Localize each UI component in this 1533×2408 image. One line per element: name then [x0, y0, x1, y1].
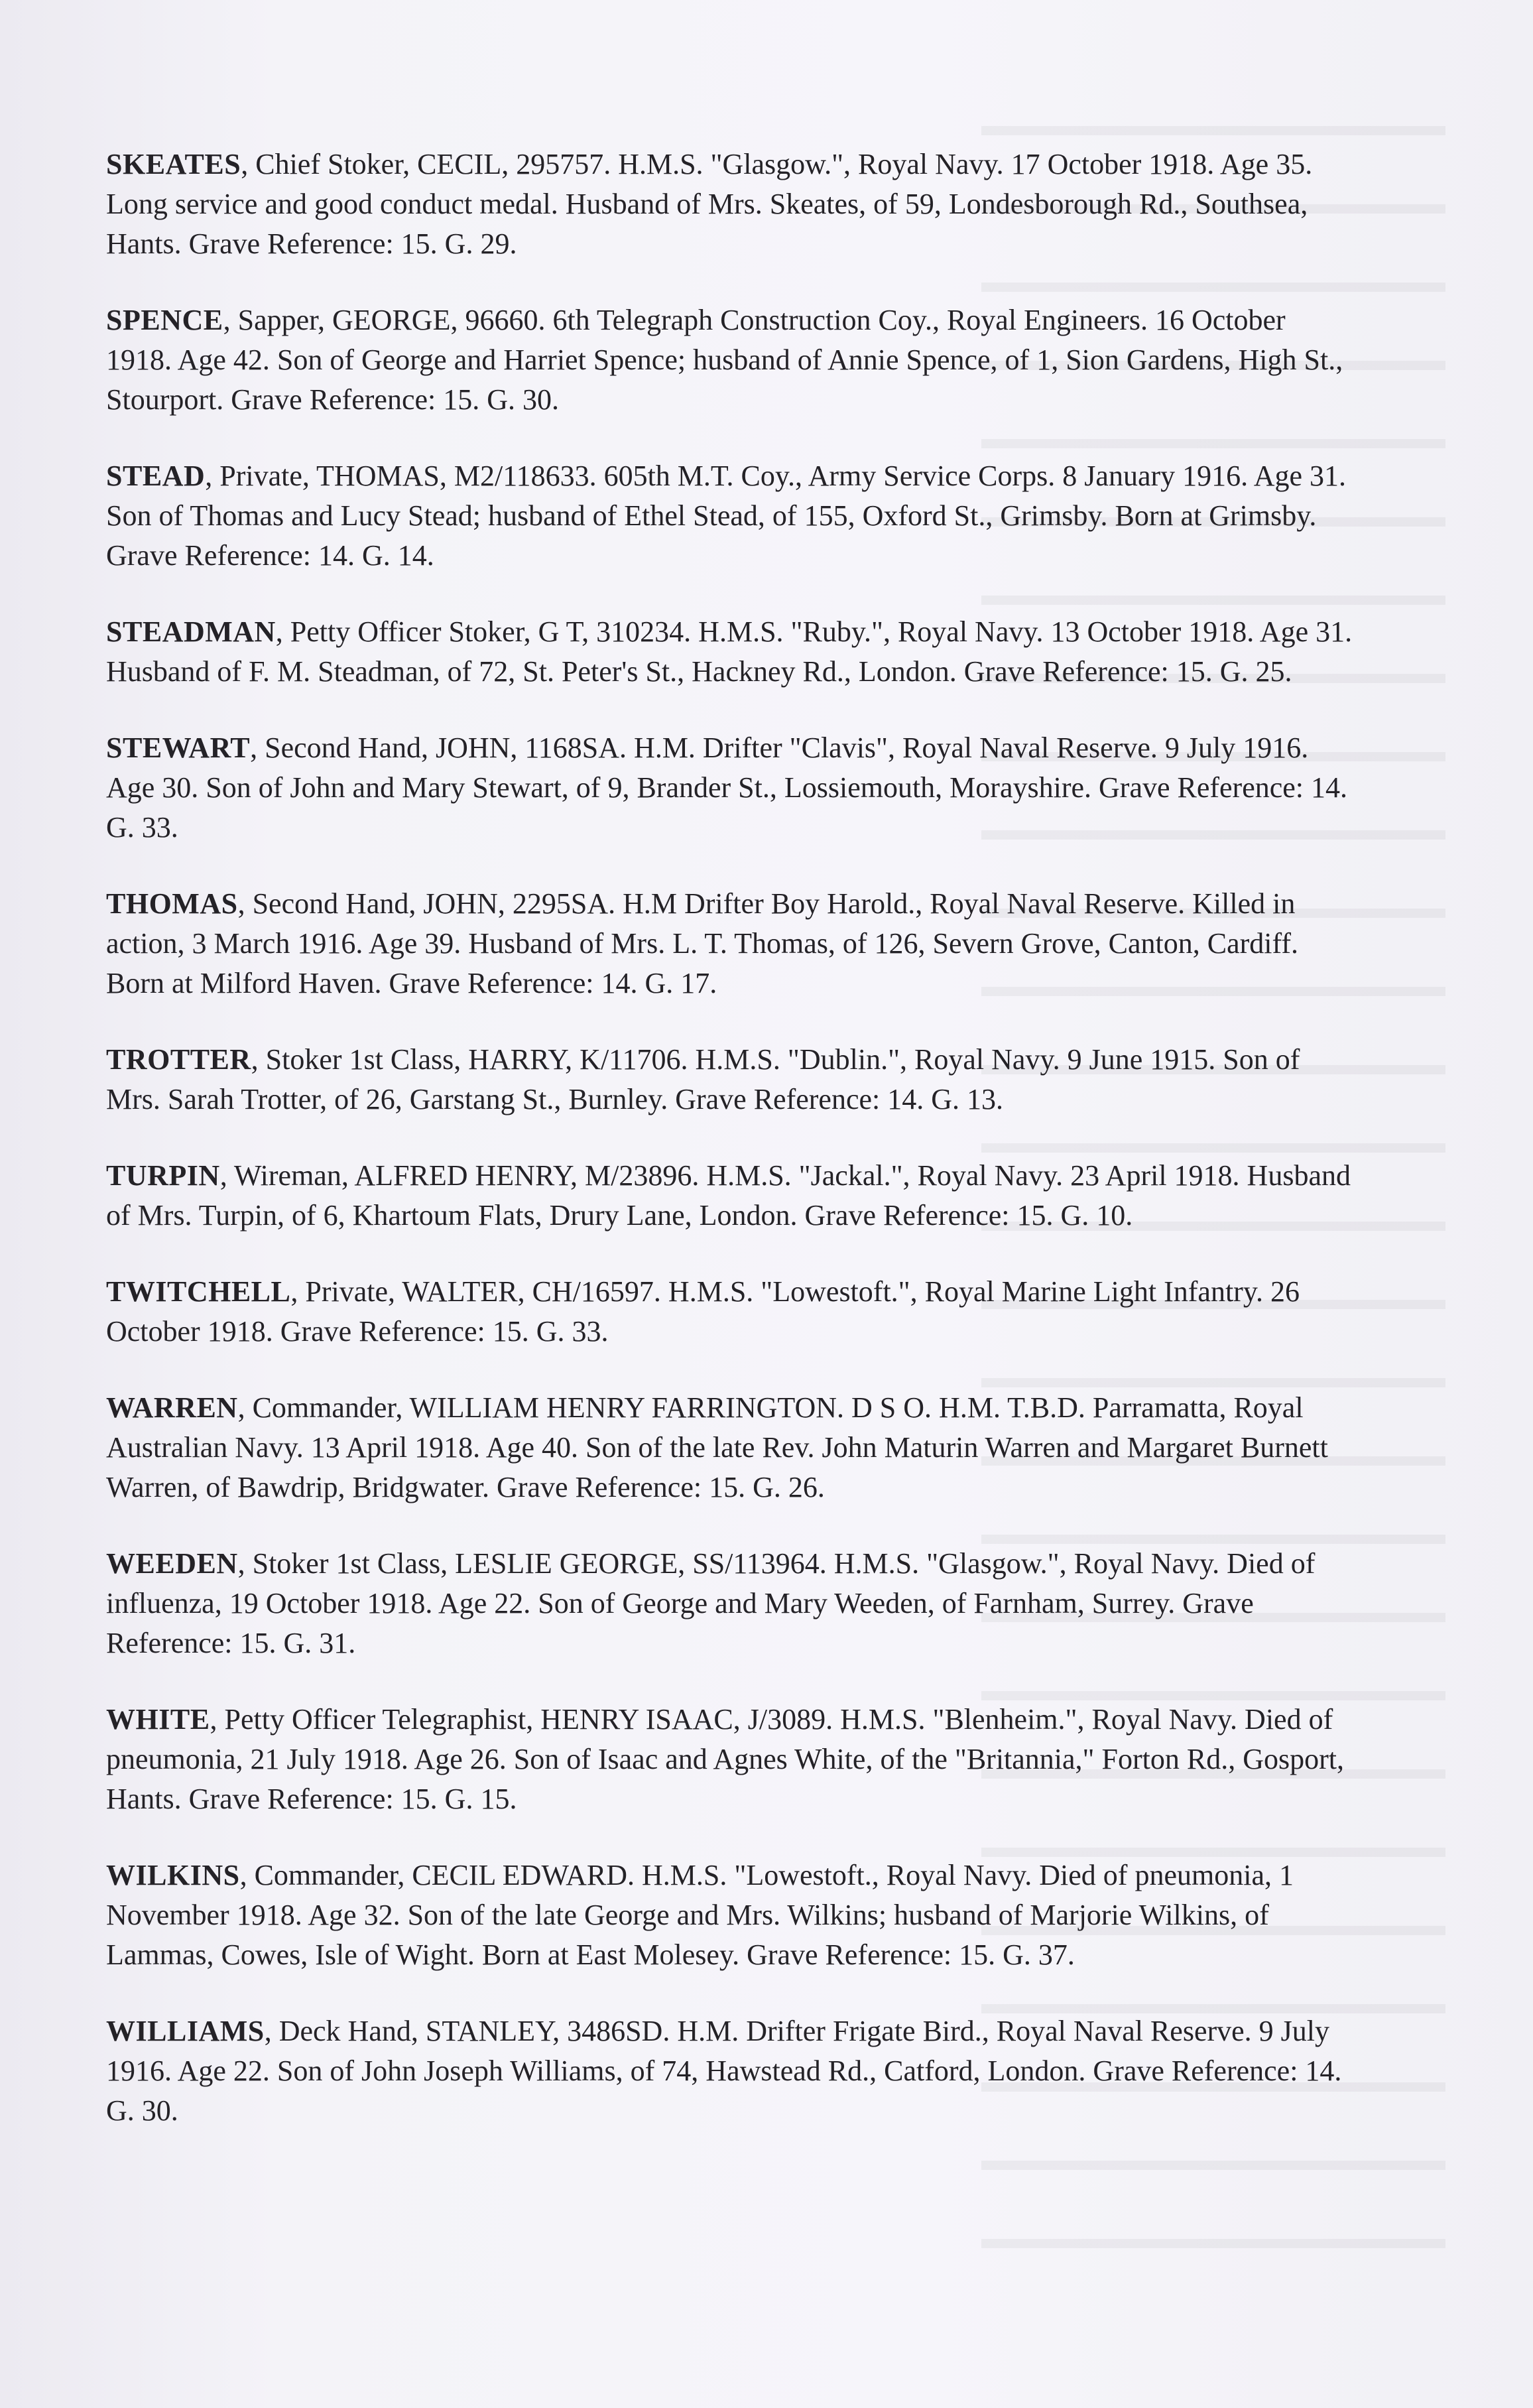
casualty-entry	[106, 145, 1353, 264]
entry-surname: WEEDEN	[106, 1547, 238, 1580]
casualty-entry	[106, 1272, 1353, 1352]
entry-details: , Wireman, ALFRED HENRY, M/23896. H.M.S. "Jackal.", Royal Navy. 23 April 1918. Husband of Mrs. Turpin, of 6, Khartoum Flats, Drury Lane, London. Grave Reference: 15. G. 10.	[106, 1159, 1351, 1232]
entry-details: , Stoker 1st Class, LESLIE GEORGE, SS/113964. H.M.S. "Glasgow.", Royal Navy. Died of influenza, 19 October 1918. Age 22. Son of George and Mary Weeden, of Farnham, Surrey. Grave Reference: 15. G. 31.	[106, 1547, 1316, 1659]
entry-details: , Private, WALTER, CH/16597. H.M.S. "Lowestoft.", Royal Marine Light Infantry. 26 October 1918. Grave Reference: 15. G. 33.	[106, 1275, 1300, 1348]
entry-surname: WILLIAMS	[106, 2015, 265, 2047]
casualty-entry	[106, 612, 1353, 692]
entry-surname: SKEATES	[106, 148, 241, 180]
entry-details: , Petty Officer Stoker, G T, 310234. H.M.S. "Ruby.", Royal Navy. 13 October 1918. Age 31. Husband of F. M. Steadman, of 72, St. Peter's St., Hackney Rd., London. Grave Reference: 15. G. 25.	[106, 615, 1353, 688]
entry-details: , Sapper, GEORGE, 96660. 6th Telegraph Construction Coy., Royal Engineers. 16 October 1918. Age 42. Son of George and Harriet Spence; husband of Annie Spence, of 1, Sion Gardens, High St., Stourport. Grave Reference: 15. G. 30.	[106, 304, 1343, 416]
casualty-entry	[106, 1544, 1353, 1663]
entry-surname: TURPIN	[106, 1159, 220, 1192]
entry-details: , Commander, CECIL EDWARD. H.M.S. "Lowestoft., Royal Navy. Died of pneumonia, 1 November 1918. Age 32. Son of the late George and Mrs. Wilkins; husband of Marjorie Wilkins, of Lammas, Cowes, Isle of Wight. Born at East Molesey. Grave Reference: 15. G. 37.	[106, 1859, 1294, 1971]
entry-details: , Second Hand, JOHN, 2295SA. H.M Drifter Boy Harold., Royal Naval Reserve. Killed in action, 3 March 1916. Age 39. Husband of Mrs. L. T. Thomas, of 126, Severn Grove, Canton, Cardiff. Born at Milford Haven. Grave Reference: 14. G. 17.	[106, 887, 1299, 999]
casualty-entry	[106, 1156, 1353, 1236]
entry-details: , Chief Stoker, CECIL, 295757. H.M.S. "Glasgow.", Royal Navy. 17 October 1918. Age 35. Long service and good conduct medal. Husband of Mrs. Skeates, of 59, Londesborough Rd., Southsea, Hants. Grave Reference: 15. G. 29.	[106, 148, 1313, 260]
entry-details: , Deck Hand, STANLEY, 3486SD. H.M. Drifter Frigate Bird., Royal Naval Reserve. 9 July 1916. Age 22. Son of John Joseph Williams, of 74, Hawstead Rd., Catford, London. Grave Reference: 14. G. 30.	[106, 2015, 1342, 2127]
casualty-entry	[106, 1700, 1353, 1819]
entry-surname: WILKINS	[106, 1859, 240, 1891]
casualty-entry	[106, 884, 1353, 1003]
casualty-entry	[106, 2011, 1353, 2131]
entry-surname: THOMAS	[106, 887, 238, 920]
entry-details: , Commander, WILLIAM HENRY FARRINGTON. D S O. H.M. T.B.D. Parramatta, Royal Australian Navy. 13 April 1918. Age 40. Son of the late Rev. John Maturin Warren and Margaret Burnett Warren, of Bawdrip, Bridgwater. Grave Reference: 15. G. 26.	[106, 1391, 1328, 1503]
entry-surname: TWITCHELL	[106, 1275, 291, 1308]
entry-details: , Petty Officer Telegraphist, HENRY ISAAC, J/3089. H.M.S. "Blenheim.", Royal Navy. Died of pneumonia, 21 July 1918. Age 26. Son of Isaac and Agnes White, of the "Britannia," Forton Rd., Gosport, Hants. Grave Reference: 15. G. 15.	[106, 1703, 1344, 1815]
casualty-entries	[106, 145, 1353, 2167]
entry-details: , Second Hand, JOHN, 1168SA. H.M. Drifter "Clavis", Royal Naval Reserve. 9 July 1916. Age 30. Son of John and Mary Stewart, of 9, Brander St., Lossiemouth, Morayshire. Grave Reference: 14. G. 33.	[106, 731, 1348, 844]
casualty-entry	[106, 1388, 1353, 1507]
casualty-entry	[106, 300, 1353, 420]
entry-details: , Stoker 1st Class, HARRY, K/11706. H.M.S. "Dublin.", Royal Navy. 9 June 1915. Son of Mrs. Sarah Trotter, of 26, Garstang St., Burnley. Grave Reference: 14. G. 13.	[106, 1043, 1300, 1115]
entry-surname: WHITE	[106, 1703, 210, 1736]
entry-surname: TROTTER	[106, 1043, 251, 1076]
entry-surname: STEADMAN	[106, 615, 276, 648]
casualty-entry	[106, 1856, 1353, 1975]
casualty-entry	[106, 1040, 1353, 1119]
casualty-entry	[106, 456, 1353, 576]
casualty-entry	[106, 728, 1353, 848]
entry-surname: STEAD	[106, 460, 206, 492]
entry-surname: WARREN	[106, 1391, 238, 1424]
entry-details: , Private, THOMAS, M2/118633. 605th M.T. Coy., Army Service Corps. 8 January 1916. Age 31. Son of Thomas and Lucy Stead; husband of Ethel Stead, of 155, Oxford St., Grimsby. Born at Grimsby. Grave Reference: 14. G. 14.	[106, 460, 1347, 572]
entry-surname: SPENCE	[106, 304, 223, 336]
entry-surname: STEWART	[106, 731, 251, 764]
